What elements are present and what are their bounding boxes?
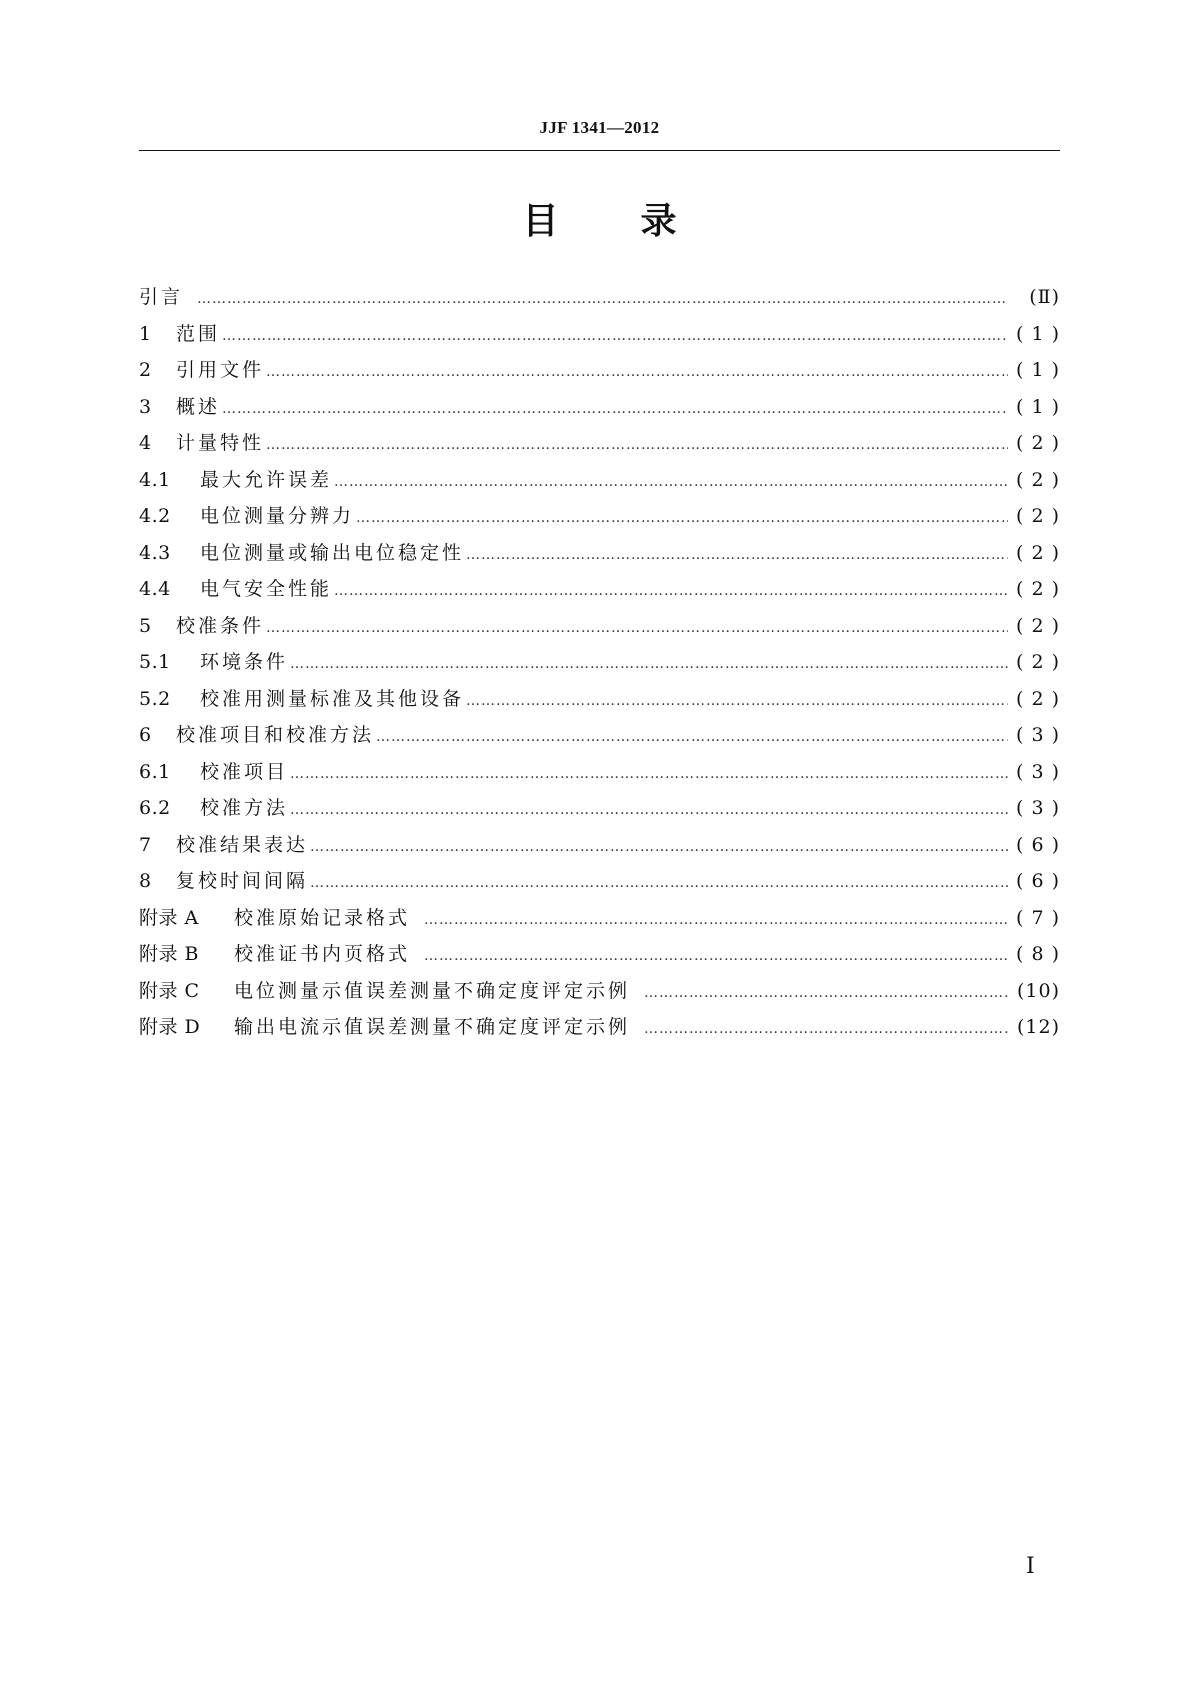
toc-dot-leader: [644, 975, 1008, 1012]
toc-entry-number: 5.2: [139, 687, 171, 710]
toc-entry-title: 输出电流示值误差测量不确定度评定示例: [234, 1016, 631, 1038]
toc-entry-number: 5.1: [139, 651, 171, 673]
toc-entry-page: ( 2 ): [1016, 651, 1060, 673]
toc-dot-leader: [290, 756, 1008, 793]
toc-entry-2[interactable]: [139, 352, 1060, 389]
toc-entry-page: ( 2 ): [1016, 541, 1060, 564]
toc-dot-leader: [376, 719, 1008, 756]
toc-dot-leader: [466, 537, 1008, 574]
toc-entry-number: 附录 D: [139, 1016, 201, 1038]
toc-entry-preface[interactable]: [139, 279, 1060, 316]
toc-entry-page: ( 3 ): [1016, 724, 1060, 746]
toc-entry-number: 4: [139, 432, 152, 454]
toc-entry-number: 附录 C: [139, 979, 200, 1002]
toc-dot-leader: [266, 427, 1008, 464]
toc-entry-page: ( 6 ): [1016, 870, 1060, 892]
toc-entry-number: 5: [139, 614, 152, 637]
toc-dot-leader: [424, 902, 1008, 939]
toc-entry-page: ( 2 ): [1016, 432, 1060, 454]
toc-entry-page: ( 2 ): [1016, 687, 1060, 710]
toc-dot-leader: [266, 610, 1008, 647]
toc-dot-leader: [266, 354, 1008, 391]
toc-entry-title: 最大允许误差: [200, 468, 333, 491]
toc-entry-page: ( 1 ): [1016, 395, 1060, 418]
toc-dot-leader: [310, 829, 1008, 866]
toc-entry-title: 电位测量示值误差测量不确定度评定示例: [234, 979, 631, 1002]
toc-entry-number: 1: [139, 322, 152, 345]
toc-entry-title: 计量特性: [176, 432, 265, 454]
toc-entry-page: (12): [1016, 1016, 1060, 1038]
toc-entry-4-1[interactable]: [139, 462, 1060, 499]
toc-entry-title: 校准证书内页格式: [234, 943, 411, 965]
toc-entry-title: 校准原始记录格式: [234, 906, 411, 929]
toc-entry-5-2[interactable]: [139, 681, 1060, 718]
toc-entry-title: 复校时间间隔: [176, 870, 309, 892]
page-number: Ⅰ: [1026, 1553, 1035, 1578]
toc-entry-number: 4.1: [139, 468, 171, 491]
toc-entry-title: 校准项目: [200, 760, 289, 783]
toc-entry-title: 校准条件: [176, 614, 265, 637]
toc-entry-page: ( 2 ): [1016, 614, 1060, 637]
toc-title-char-2: 录: [640, 201, 677, 242]
toc-entry-title: 引用文件: [176, 359, 265, 381]
toc-entry-title: 环境条件: [200, 651, 289, 673]
toc-entry-page: ( 3 ): [1016, 760, 1060, 783]
toc-entry-4-3[interactable]: [139, 535, 1060, 572]
toc-entry-title: 范围: [176, 322, 221, 345]
toc-entry-title: 电位测量分辨力: [200, 505, 355, 527]
toc-dot-leader: [644, 1011, 1008, 1048]
toc-dot-leader: [466, 683, 1008, 720]
toc-dot-leader: [334, 573, 1008, 610]
toc-entry-page: ( 8 ): [1016, 943, 1060, 965]
toc-entry-number: 附录 A: [139, 906, 199, 929]
toc-entry-page: ( 6 ): [1016, 833, 1060, 856]
toc-title-char-1: 目: [522, 201, 559, 242]
toc-entry-page: ( 7 ): [1016, 906, 1060, 929]
toc-entry-number: 6.1: [139, 760, 171, 783]
toc-entry-5-1[interactable]: [139, 644, 1060, 681]
toc-entry-number: 8: [139, 870, 152, 892]
toc-entry-page: ( 1 ): [1016, 359, 1060, 381]
toc-dot-leader: [197, 281, 1008, 318]
toc-entry-title: 校准方法: [200, 797, 289, 819]
toc-entry-page: ( 1 ): [1016, 322, 1060, 345]
toc-entry-number: 2: [139, 359, 152, 381]
toc-entry-6-2[interactable]: [139, 790, 1060, 827]
toc-entry-3[interactable]: [139, 389, 1060, 426]
toc-dot-leader: [290, 792, 1008, 829]
toc-entry-number: 4.4: [139, 578, 171, 600]
toc-entry-7[interactable]: [139, 827, 1060, 864]
toc-entry-4[interactable]: [139, 425, 1060, 462]
toc-entry-4-4[interactable]: [139, 571, 1060, 608]
toc-dot-leader: [222, 318, 1008, 355]
document-code-header: JJF 1341—2012: [539, 118, 660, 137]
header-rule: [139, 150, 1060, 151]
toc-entry-appendix-a[interactable]: [139, 900, 1060, 937]
toc-entry-title: 电位测量或输出电位稳定性: [200, 541, 465, 564]
toc-title: [139, 200, 1060, 244]
toc-entry-title: 概述: [176, 395, 221, 418]
toc-entry-title: 电气安全性能: [200, 578, 333, 600]
toc-entry-title: 校准用测量标准及其他设备: [200, 687, 465, 710]
toc-dot-leader: [356, 500, 1008, 537]
toc-entry-appendix-c[interactable]: [139, 973, 1060, 1010]
toc-entry-number: 4.3: [139, 541, 171, 564]
toc-entry-1[interactable]: [139, 316, 1060, 353]
toc-entry-4-2[interactable]: [139, 498, 1060, 535]
toc-entry-page: (Ⅱ): [1029, 286, 1060, 308]
toc-entry-title: 引言: [139, 286, 184, 308]
toc-entry-appendix-b[interactable]: [139, 936, 1060, 973]
table-of-contents: [139, 279, 1060, 1046]
toc-dot-leader: [290, 646, 1008, 683]
toc-dot-leader: [334, 464, 1008, 501]
toc-entry-8[interactable]: [139, 863, 1060, 900]
toc-entry-title: 校准结果表达: [176, 833, 309, 856]
toc-entry-6-1[interactable]: [139, 754, 1060, 791]
toc-entry-number: 6.2: [139, 797, 171, 819]
toc-dot-leader: [424, 938, 1008, 975]
toc-entry-page: ( 2 ): [1016, 468, 1060, 491]
toc-entry-number: 附录 B: [139, 943, 200, 965]
toc-entry-appendix-d[interactable]: [139, 1009, 1060, 1046]
toc-entry-page: ( 2 ): [1016, 505, 1060, 527]
toc-entry-6[interactable]: [139, 717, 1060, 754]
toc-entry-number: 3: [139, 395, 152, 418]
toc-entry-title: 校准项目和校准方法: [176, 724, 375, 746]
toc-entry-page: (10): [1016, 979, 1060, 1002]
toc-entry-number: 6: [139, 724, 152, 746]
toc-entry-page: ( 2 ): [1016, 578, 1060, 600]
toc-dot-leader: [222, 391, 1008, 428]
toc-dot-leader: [310, 865, 1008, 902]
toc-entry-page: ( 3 ): [1016, 797, 1060, 819]
toc-entry-5[interactable]: [139, 608, 1060, 645]
toc-entry-number: 7: [139, 833, 152, 856]
toc-entry-number: 4.2: [139, 505, 171, 527]
